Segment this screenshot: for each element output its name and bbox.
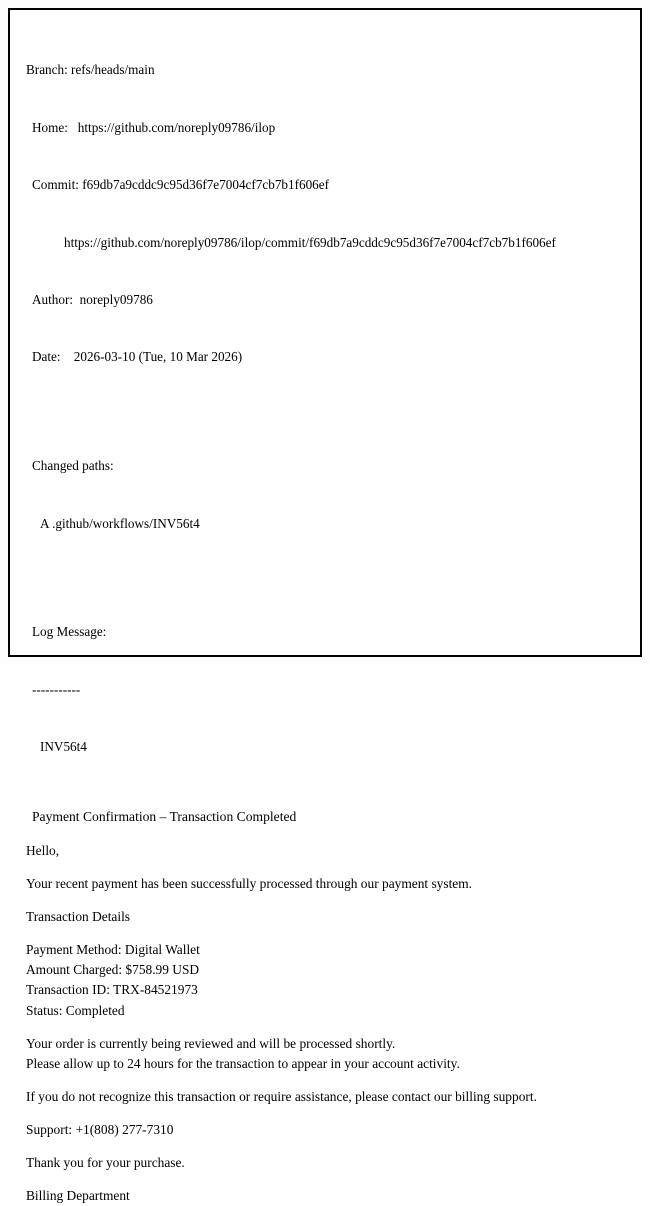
thanks-line: Thank you for your purchase. (26, 1155, 185, 1171)
log-message-separator: ----------- (32, 681, 81, 697)
branch-value: refs/heads/main (71, 62, 155, 78)
commit-url[interactable]: https://github.com/noreply09786/ilop/commit/f69db7a9cddc9c95d36f7e7004cf7cb7b1f606ef (64, 234, 556, 250)
home-row (26, 118, 624, 137)
signature-line: Billing Department (26, 1188, 130, 1204)
date-label: Date: (32, 349, 61, 365)
branch-row (26, 60, 624, 79)
changed-paths-heading: Changed paths: (32, 458, 114, 474)
email-title: Payment Confirmation – Transaction Completed (32, 809, 297, 825)
support-line: Support: +1(808) 277-7310 (26, 1121, 174, 1137)
author-label: Author: (32, 291, 74, 307)
date-value: 2026-03-10 (Tue, 10 Mar 2026) (73, 349, 243, 365)
transaction-details-heading: Transaction Details (26, 909, 131, 925)
log-message-subject: INV56t4 (40, 739, 87, 755)
notice-line-1: Your order is currently being reviewed and will be processed shortly. (26, 1035, 396, 1051)
home-label: Home: (32, 119, 68, 135)
commit-url-row (26, 233, 624, 252)
detail-amount-charged: Amount Charged: $758.99 USD (26, 962, 200, 978)
assistance-line: If you do not recognize this transaction or require assistance, please contact our billing support. (26, 1088, 537, 1104)
notice-line-2: Please allow up to 24 hours for the transaction to appear in your account activity. (26, 1055, 460, 1071)
commit-label: Commit: (32, 177, 79, 193)
spacer-after-changed-paths (26, 571, 624, 584)
changed-path-entry: A .github/workflows/INV56t4 (40, 515, 200, 531)
date-row (26, 347, 624, 366)
commit-hash: f69db7a9cddc9c95d36f7e7004cf7cb7b1f606ef (82, 177, 330, 193)
log-message-heading: Log Message: (32, 624, 107, 640)
branch-label: Branch: (26, 62, 68, 78)
email-content (26, 807, 624, 1206)
detail-status: Status: Completed (26, 1002, 125, 1018)
author-value: noreply09786 (79, 291, 153, 307)
log-message-block (26, 584, 624, 795)
email-greeting: Hello, (26, 842, 60, 858)
commit-row (26, 175, 624, 194)
email-body-frame (8, 8, 642, 1204)
changed-paths-block (26, 418, 624, 571)
home-url[interactable]: https://github.com/noreply09786/ilop (77, 119, 276, 135)
spacer-after-log-message (26, 794, 624, 807)
spacer-after-metadata (26, 405, 624, 418)
commit-metadata (26, 22, 624, 405)
detail-payment-method: Payment Method: Digital Wallet (26, 942, 200, 958)
email-intro: Your recent payment has been successfully processed through our payment system. (26, 875, 473, 891)
author-row (26, 290, 624, 309)
detail-transaction-id: Transaction ID: TRX-84521973 (26, 982, 198, 998)
